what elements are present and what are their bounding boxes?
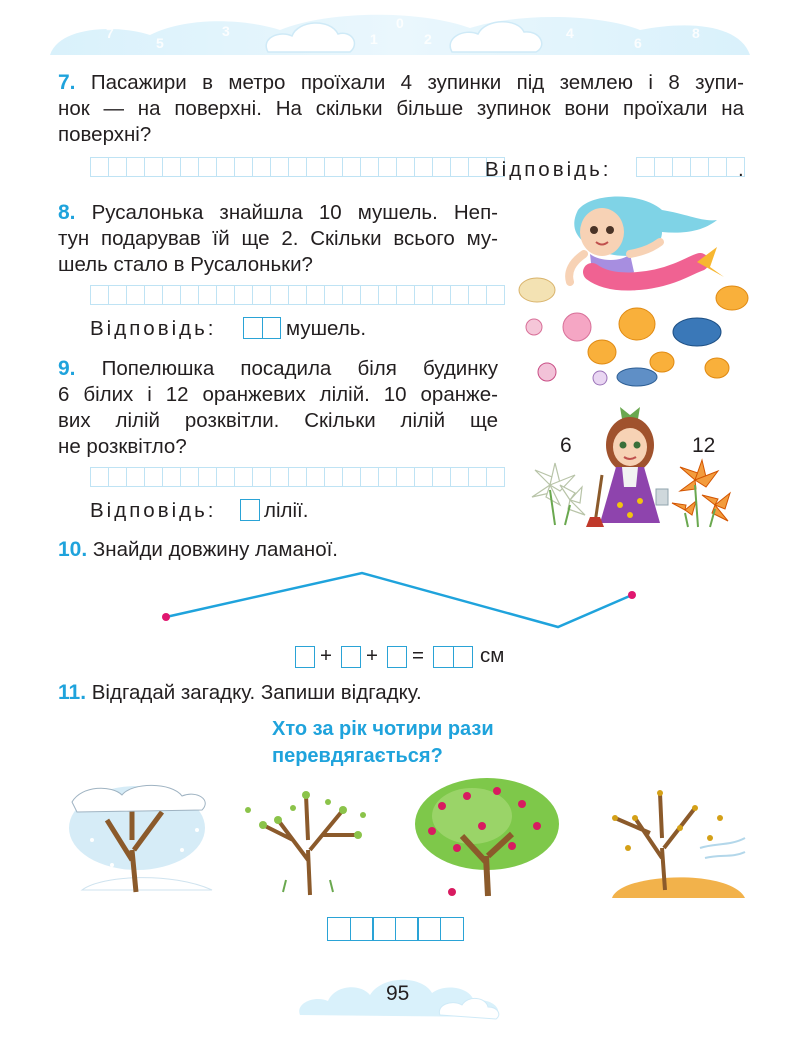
task-8-answer-box[interactable]: [243, 317, 281, 339]
spring-tree: [238, 780, 378, 900]
task-8-line-3: шель стало в Русалоньки?: [58, 253, 313, 276]
task-11-number: 11.: [58, 681, 87, 704]
white-lilies-count: 6: [560, 434, 572, 457]
task-9-answer-label: Відповідь:: [90, 499, 217, 522]
task-9-line-1: Попелюшка посадила біля будинку: [101, 357, 498, 380]
header-digit: 1: [370, 31, 378, 47]
task-8-solution-cells[interactable]: [90, 285, 504, 305]
task-9-line-3: вих лілій розквітли. Скільки лілій ще: [58, 409, 498, 432]
task-9-answer-box[interactable]: [240, 499, 260, 521]
task-8-answer-label: Відповідь:: [90, 317, 217, 340]
task-10-text: Знайди довжину ламаної.: [92, 538, 338, 561]
cinderella-illustration: [520, 405, 740, 530]
header-digit: 0: [396, 15, 404, 31]
task-10-number: 10.: [58, 538, 88, 561]
task-7-line-1: Пасажири в метро проїхали 4 зупинки під землею і 8 зупи-: [90, 71, 744, 94]
plus-sign-2: +: [366, 644, 378, 667]
summer-tree: [412, 776, 562, 900]
orange-lilies-count: 12: [692, 434, 716, 457]
task-11: [58, 680, 422, 706]
segment-3-box[interactable]: [387, 646, 407, 668]
task-8-answer-unit: мушель.: [286, 317, 367, 340]
page-number: 95: [386, 982, 410, 1005]
broken-line-start-point: [162, 613, 170, 621]
header-digit: 2: [424, 31, 432, 47]
riddle-line-2: перевдягається?: [272, 745, 443, 767]
task-7-number: 7.: [58, 71, 76, 94]
winter-tree: [62, 780, 222, 900]
riddle-answer-cells[interactable]: [327, 917, 462, 941]
header-digit: 8: [692, 25, 700, 41]
task-9-line-4: не розквітло?: [58, 435, 187, 458]
mermaid-illustration: [512, 192, 752, 392]
task-11-text: Відгадай загадку. Запиши відгадку.: [91, 681, 422, 704]
task-10: [58, 537, 338, 563]
task-8-line-1: Русалонька знайшла 10 мушель. Неп-: [91, 201, 499, 224]
task-7-line-2: нок — на поверхні. На скільки більше зупинок вони проїхали на: [58, 97, 744, 120]
task-9-solution-cells[interactable]: [90, 467, 504, 487]
task-7-line-3: поверхні?: [58, 123, 152, 146]
task-8-line-2: тун подарував їй ще 2. Скільки всього му-: [58, 227, 498, 250]
task-7-period: .: [738, 158, 744, 181]
segment-2-box[interactable]: [341, 646, 361, 668]
task-8-number: 8.: [58, 201, 76, 224]
riddle: [272, 716, 494, 770]
total-length-box[interactable]: [433, 646, 473, 668]
length-unit: см: [480, 644, 505, 667]
header-digit: 7: [106, 25, 114, 41]
task-7-answer-cells[interactable]: [636, 157, 744, 177]
broken-line: [150, 565, 650, 635]
task-8: [58, 200, 498, 278]
header-digit: 4: [566, 25, 574, 41]
task-9-answer-unit: лілії.: [264, 499, 309, 522]
autumn-tree: [600, 778, 750, 900]
header-digit: 6: [634, 35, 642, 51]
task-7: [58, 70, 744, 148]
task-9-line-2: 6 білих і 12 оранжевих лілій. 10 оранже-: [58, 383, 498, 406]
header-digit: 3: [222, 23, 230, 39]
riddle-line-1: Хто за рік чотири рази: [272, 718, 494, 740]
task-9: [58, 356, 498, 460]
plus-sign-1: +: [320, 644, 332, 667]
task-7-solution-cells[interactable]: [90, 157, 504, 177]
segment-1-box[interactable]: [295, 646, 315, 668]
equals-sign: =: [412, 644, 424, 667]
broken-line-end-point: [628, 591, 636, 599]
header-digit: 5: [156, 35, 164, 51]
header-clouds: [0, 0, 800, 70]
task-7-answer-label: Відповідь:: [485, 158, 612, 181]
task-9-number: 9.: [58, 357, 76, 380]
